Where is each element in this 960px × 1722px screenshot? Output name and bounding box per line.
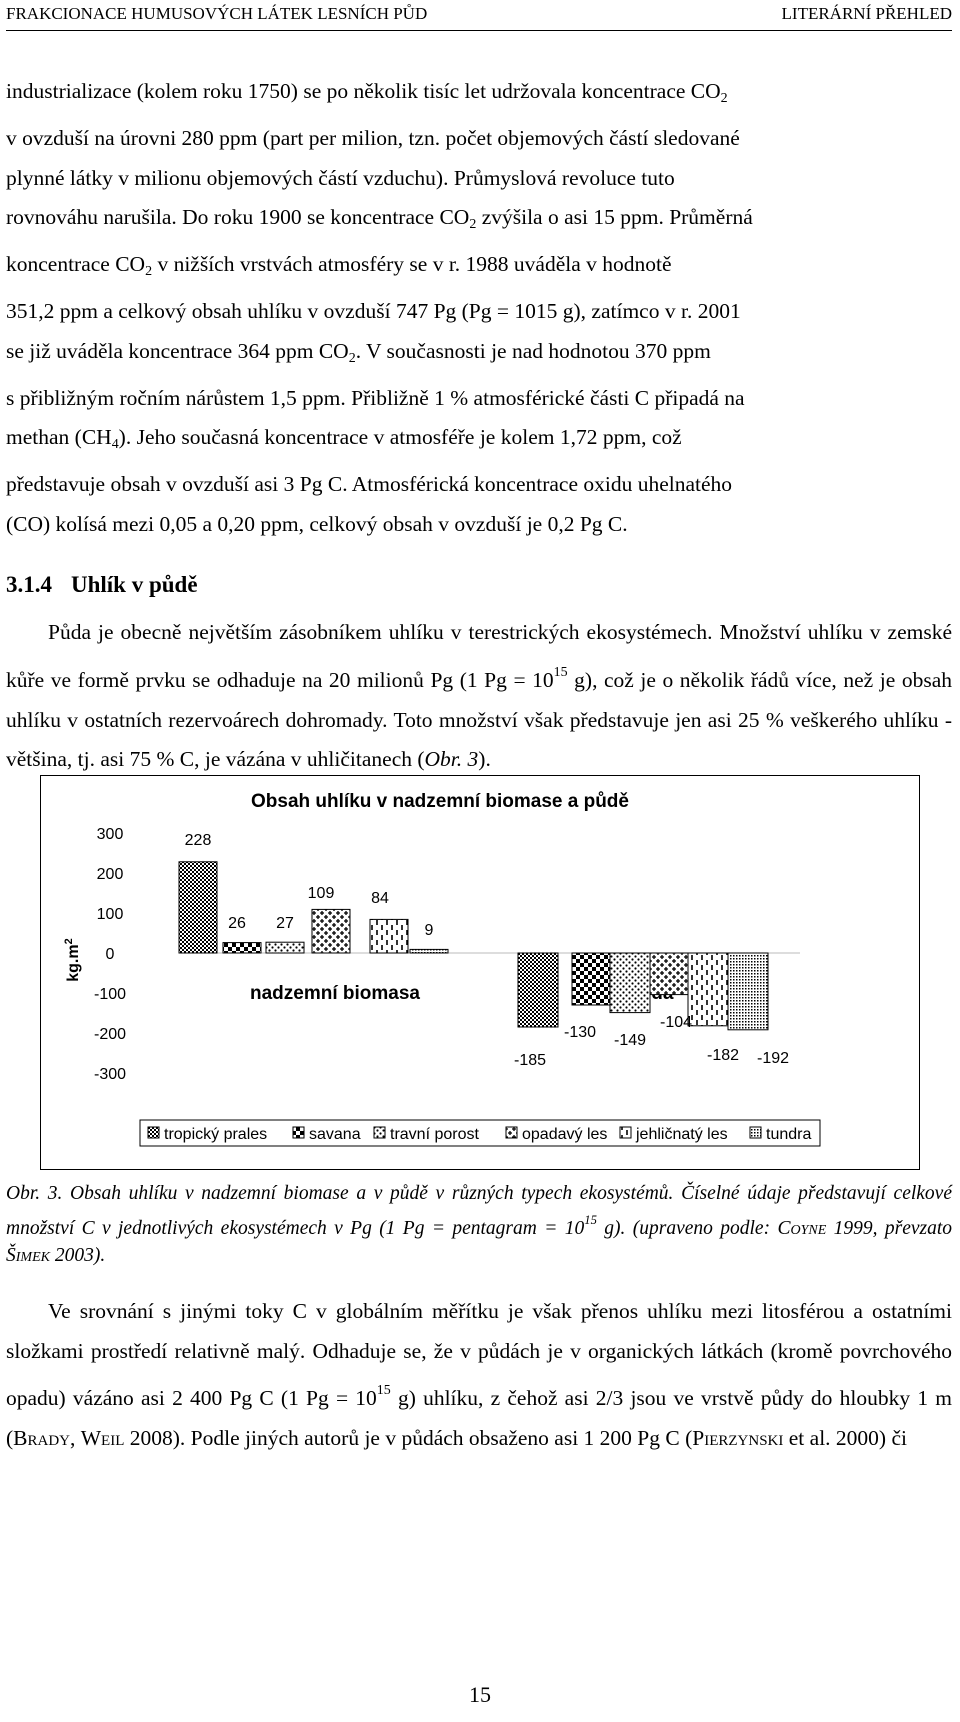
- bar-soil-0: [518, 953, 558, 1027]
- legend-label: savana: [309, 1126, 361, 1143]
- legend-label: tundra: [766, 1126, 812, 1143]
- y-tick-label: 0: [105, 946, 115, 963]
- bar-soil-5: [728, 953, 768, 1030]
- section-number: 3.1.4: [6, 572, 52, 597]
- chart-frame: [41, 776, 920, 1170]
- y-tick-label: 300: [96, 826, 124, 843]
- section-title: Uhlík v půdě: [71, 572, 198, 597]
- legend-swatch: [293, 1127, 304, 1138]
- data-label-soil: -149: [613, 1032, 647, 1049]
- author-weil: Weil: [80, 1426, 125, 1451]
- author-coyne: Coyne: [777, 1218, 827, 1240]
- data-label-soil: -104: [659, 1014, 693, 1031]
- text-line: koncentrace $CO_2$ v nižších vrstvách atmosféry se v r. 1988 uváděla v hodnotě: [6, 252, 672, 280]
- legend-label: opadavý les: [522, 1126, 608, 1143]
- data-label-soil: -192: [756, 1050, 790, 1067]
- y-tick-label: -100: [93, 986, 127, 1003]
- paragraph-lithosphere: Ve srovnání s jinými toky C v globálním měřítku je však přenos uhlíku mezi litosférou a ostatními složkami prostředí relativně malý. Odhaduje se, že v půdách je v organických látkách (kromě povrchového opadu) vázáno asi 2 400 Pg C (1 $Pg = 10^{15}$ g) uhlíku, z čehož asi 2/3 jsou ve vrstvě půdy do hloubky 1 m (Brady, Weil 2008). Podle jiných autorů je v půdách obsaženo asi 1 200 Pg C (Pierzynski et al. 2000) či: [6, 1299, 952, 1451]
- data-label-biomass: 9: [424, 922, 434, 939]
- bar-soil-1: [572, 953, 612, 1005]
- paragraph-atmosphere: [6, 72, 952, 545]
- bar-biomass-4: [370, 919, 408, 953]
- bar-soil-3: [650, 953, 690, 995]
- text-line: představuje obsah v ovzduší asi 3 Pg C. Atmosférická koncentrace oxidu uhelnatého: [6, 472, 733, 497]
- data-label-soil: -185: [513, 1052, 547, 1069]
- text-line: se již uváděla koncentrace 364 ppm $CO_2$. V současnosti je nad hodnotou 370 ppm: [6, 338, 711, 366]
- text-line: 351,2 ppm a celkový obsah uhlíku v ovzduší 747 Pg (Pg = 1015 g), zatímco v r. 2001: [6, 299, 741, 324]
- figure-reference: Obr. 3: [424, 747, 479, 772]
- bar-biomass-2: [266, 942, 304, 953]
- data-label-soil: -182: [706, 1047, 740, 1064]
- y-tick-label: -200: [93, 1026, 127, 1043]
- chart-title: Obsah uhlíku v nadzemní biomase a půdě: [251, 791, 629, 812]
- text-line: (CO) kolísá mezi 0,05 a 0,20 ppm, celkový obsah v ovzduší je 0,2 Pg C.: [6, 511, 628, 536]
- author-brady: Brady: [13, 1426, 71, 1451]
- page-number: 15: [469, 1682, 491, 1707]
- legend-label: tropický prales: [164, 1126, 268, 1143]
- legend-swatch: [506, 1127, 517, 1138]
- figure-caption: Obr. 3. Obsah uhlíku v nadzemní biomase a v půdě v různých typech ekosystémů. Číselné údaje představují celkové množství C v jednotlivých ekosystémech v Pg (1 Pg = pentagram = $10^{15}$ g). (upraveno podle: Coyne 1999, převzato Šimek 2003).: [6, 1183, 953, 1267]
- text-line: plynné látky v milionu objemových částí vzduchu). Průmyslová revoluce tuto: [6, 165, 675, 190]
- bar-soil-4: [688, 953, 728, 1026]
- header-title: FRAKCIONACE HUMUSOVÝCH LÁTEK LESNÍCH PŮD: [6, 4, 428, 23]
- caption-label: Obr. 3.: [6, 1183, 63, 1204]
- bar-soil-2: [610, 953, 650, 1013]
- data-label-biomass: 228: [184, 832, 212, 849]
- data-label-soil: -130: [563, 1024, 597, 1041]
- legend-swatch: [750, 1127, 761, 1138]
- bar-biomass-1: [223, 943, 261, 953]
- paragraph-soil-carbon: Půda je obecně největším zásobníkem uhlíku v terestrických ekosystémech. Množství uhlíku v zemské kůře ve formě prvku se odhaduje na 20 milionů Pg (1 $Pg = 10^{15}$ g), což je o několik řádů více, než je obsah uhlíku v ostatních rezervoárech dohromady. Toto množství však představuje jen asi 25 % veškerého uhlíku - většina, tj. asi 75 % C, je vázána v uhličitanech (Obr. 3).: [6, 620, 952, 772]
- running-header: [6, 0, 952, 31]
- legend-label: jehličnatý les: [636, 1126, 728, 1143]
- section-heading: [6, 572, 198, 598]
- legend-swatch: [148, 1127, 159, 1138]
- bar-biomass-5: [410, 949, 448, 953]
- data-label-biomass: 27: [276, 915, 294, 932]
- chart-carbon-content: [40, 775, 920, 1170]
- data-label-biomass: 26: [228, 915, 246, 932]
- text-line: rovnováhu narušila. Do roku 1900 se koncentrace $CO_2$ zvýšila o asi 15 ppm. Průměrná: [6, 205, 753, 233]
- bar-chart: [40, 775, 920, 1170]
- author-pierzynski: Pierzynski: [692, 1426, 784, 1451]
- y-axis-label: $kg.m^2$: [63, 938, 82, 982]
- text-line: v ovzduší na úrovni 280 ppm (part per milion, tzn. počet objemových částí sledované: [6, 125, 740, 150]
- text-line: s přibližným ročním nárůstem 1,5 ppm. Přibližně 1 % atmosférické části C připadá na: [6, 385, 745, 410]
- legend-swatch: [620, 1127, 631, 1138]
- bar-biomass-3: [312, 909, 350, 953]
- bar-biomass-0: [179, 862, 217, 953]
- data-label-biomass: 84: [371, 890, 389, 907]
- text-line: methan $(CH_4)$. Jeho současná koncentrace v atmosféře je kolem 1,72 ppm, což: [6, 425, 682, 453]
- author-simek: Šimek: [6, 1245, 50, 1267]
- y-tick-label: 200: [96, 866, 124, 883]
- y-tick-label: 100: [96, 906, 124, 923]
- header-section: LITERÁRNÍ PŘEHLED: [781, 4, 952, 23]
- group-label-biomass: nadzemní biomasa: [250, 983, 420, 1004]
- y-tick-label: -300: [93, 1066, 127, 1083]
- data-label-biomass: 109: [307, 885, 335, 902]
- legend-label: travní porost: [390, 1126, 479, 1143]
- legend-swatch: [374, 1127, 385, 1138]
- text-line: industrializace (kolem roku 1750) se po několik tisíc let udržovala koncentrace $CO_2$: [6, 79, 728, 107]
